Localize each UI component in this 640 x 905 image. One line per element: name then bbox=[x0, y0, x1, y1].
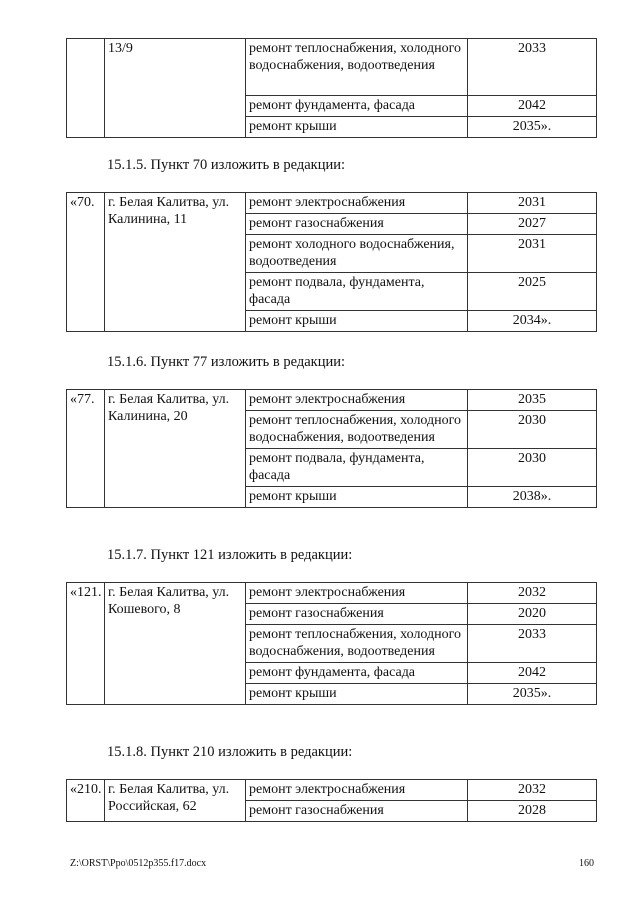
item-number-cell: «77. bbox=[67, 390, 105, 508]
work-type-cell: ремонт крыши bbox=[246, 487, 468, 508]
work-type-cell: ремонт подвала, фундамента, фасада bbox=[246, 449, 468, 487]
schedule-table-item-210 bbox=[66, 779, 597, 822]
table-row bbox=[67, 39, 597, 96]
item-number-cell: «210. bbox=[67, 780, 105, 822]
work-type-cell: ремонт газоснабжения bbox=[246, 801, 468, 822]
work-type-cell: ремонт фундамента, фасада bbox=[246, 96, 468, 117]
year-cell: 2042 bbox=[468, 96, 597, 117]
section-heading: 15.1.6. Пункт 77 изложить в редакции: bbox=[107, 354, 346, 370]
work-type-cell: ремонт крыши bbox=[246, 117, 468, 138]
table-row bbox=[67, 193, 597, 214]
work-type-cell: ремонт теплоснабжения, холодного водоснабжения, водоотведения bbox=[246, 625, 468, 663]
work-type-cell: ремонт крыши bbox=[246, 684, 468, 705]
work-type-cell: ремонт электроснабжения bbox=[246, 390, 468, 411]
year-cell: 2020 bbox=[468, 604, 597, 625]
schedule-table-item-121 bbox=[66, 582, 597, 705]
section-heading: 15.1.5. Пункт 70 изложить в редакции: bbox=[107, 157, 346, 173]
year-cell: 2025 bbox=[468, 273, 597, 311]
work-type-cell: ремонт крыши bbox=[246, 311, 468, 332]
year-cell: 2031 bbox=[468, 235, 597, 273]
table-row bbox=[67, 780, 597, 801]
work-type-cell: ремонт подвала, фундамента, фасада bbox=[246, 273, 468, 311]
schedule-table-item-77 bbox=[66, 389, 597, 508]
work-type-cell: ремонт электроснабжения bbox=[246, 583, 468, 604]
item-number-cell: «70. bbox=[67, 193, 105, 332]
work-type-cell: ремонт теплоснабжения, холодного водоснабжения, водоотведения bbox=[246, 39, 468, 96]
year-cell: 2030 bbox=[468, 449, 597, 487]
year-cell: 2032 bbox=[468, 583, 597, 604]
year-cell: 2027 bbox=[468, 214, 597, 235]
work-type-cell: ремонт газоснабжения bbox=[246, 214, 468, 235]
work-type-cell: ремонт фундамента, фасада bbox=[246, 663, 468, 684]
year-cell: 2033 bbox=[468, 39, 597, 96]
item-number-cell: «121. bbox=[67, 583, 105, 705]
work-type-cell: ремонт электроснабжения bbox=[246, 193, 468, 214]
work-type-cell: ремонт электроснабжения bbox=[246, 780, 468, 801]
address-cell: г. Белая Калитва, ул. Российская, 62 bbox=[105, 780, 246, 822]
schedule-table-continuation bbox=[66, 38, 597, 138]
schedule-table-item-70 bbox=[66, 192, 597, 332]
year-cell: 2030 bbox=[468, 411, 597, 449]
address-cell: г. Белая Калитва, ул. Калинина, 11 bbox=[105, 193, 246, 332]
year-cell: 2035». bbox=[468, 117, 597, 138]
footer-file-path: Z:\ORST\Ppo\0512p355.f17.docx bbox=[70, 858, 207, 869]
item-number-cell bbox=[67, 39, 105, 138]
address-cell: г. Белая Калитва, ул. Калинина, 20 bbox=[105, 390, 246, 508]
section-heading: 15.1.8. Пункт 210 изложить в редакции: bbox=[107, 744, 353, 760]
year-cell: 2038». bbox=[468, 487, 597, 508]
work-type-cell: ремонт холодного водоснабжения, водоотведения bbox=[246, 235, 468, 273]
year-cell: 2035 bbox=[468, 390, 597, 411]
year-cell: 2032 bbox=[468, 780, 597, 801]
work-type-cell: ремонт газоснабжения bbox=[246, 604, 468, 625]
section-heading: 15.1.7. Пункт 121 изложить в редакции: bbox=[107, 547, 353, 563]
work-type-cell: ремонт теплоснабжения, холодного водоснабжения, водоотведения bbox=[246, 411, 468, 449]
year-cell: 2034». bbox=[468, 311, 597, 332]
address-cell: г. Белая Калитва, ул. Кошевого, 8 bbox=[105, 583, 246, 705]
year-cell: 2028 bbox=[468, 801, 597, 822]
address-cell: 13/9 bbox=[105, 39, 246, 138]
table-row bbox=[67, 390, 597, 411]
year-cell: 2035». bbox=[468, 684, 597, 705]
year-cell: 2031 bbox=[468, 193, 597, 214]
table-row bbox=[67, 583, 597, 604]
year-cell: 2042 bbox=[468, 663, 597, 684]
year-cell: 2033 bbox=[468, 625, 597, 663]
footer-page-number: 160 bbox=[579, 858, 594, 869]
